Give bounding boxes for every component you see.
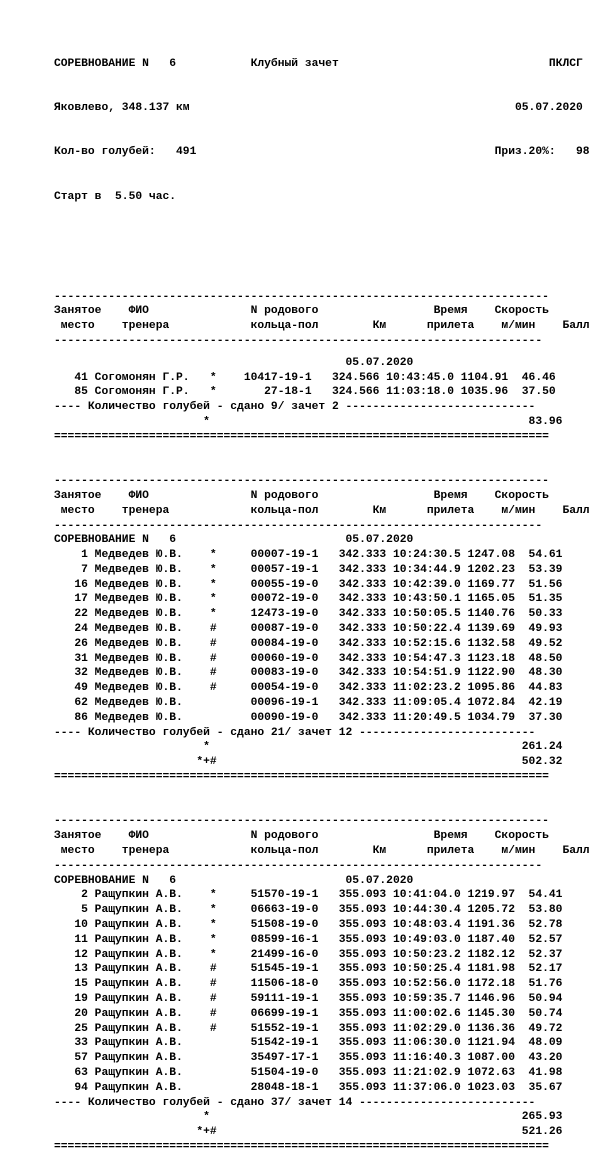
results-report <box>54 27 590 1170</box>
spacer <box>54 349 590 356</box>
rule-double: ========================================================================= <box>54 430 549 443</box>
result-row: 94 Ращупкин А.В. 28048-18-1 355.093 11:37:06.0 1023.03 35.67 <box>54 1081 563 1094</box>
rule-double: ========================================================================= <box>54 771 549 784</box>
rule-dashed: ------------------------------------------------------------------------ <box>54 334 543 347</box>
result-row: 24 Медведев Ю.В. # 00087-19-0 342.333 10:50:22.4 1139.69 49.93 <box>54 623 563 636</box>
rule-dashed: ------------------------------------------------------------------------ <box>54 519 543 532</box>
column-header-row-2: место тренера кольца-пол Км прилета м/мин Балл <box>54 504 590 517</box>
rule-dashed: ------------------------------------------------------------------------- <box>54 475 549 488</box>
header-line-competition: СОРЕВНОВАНИЕ N 6 Клубный зачет ПКЛСГ <box>54 57 583 70</box>
result-row: 33 Ращупкин А.В. 51542-19-1 355.093 11:06:30.0 1121.94 48.09 <box>54 1037 563 1050</box>
result-row: 26 Медведев Ю.В. # 00084-19-0 342.333 10:52:15.6 1132.58 49.52 <box>54 637 563 650</box>
section-title: СОРЕВНОВАНИЕ N 6 05.07.2020 <box>54 534 414 547</box>
result-row: 19 Ращупкин А.В. # 59111-19-1 355.093 10:59:35.7 1146.96 50.94 <box>54 993 563 1005</box>
result-row: 62 Медведев Ю.В. 00096-19-1 342.333 11:09:05.4 1072.84 42.19 <box>54 697 563 710</box>
result-row: 17 Медведев Ю.В. * 00072-19-0 342.333 10:43:50.1 1165.05 51.35 <box>54 593 563 606</box>
rule-dashed: ------------------------------------------------------------------------ <box>54 859 543 872</box>
spacer <box>54 234 590 245</box>
column-header-row-1: Занятое ФИО N родового Время Скорость <box>54 305 549 318</box>
section-total: * 265.93 <box>54 1111 563 1124</box>
result-row: 2 Ращупкин А.В. * 51570-19-1 355.093 10:41:04.0 1219.97 54.41 <box>54 889 563 902</box>
header-line-start-time: Старт в 5.50 час. <box>54 190 177 203</box>
result-row: 5 Ращупкин А.В. * 06663-19-0 355.093 10:44:30.4 1205.72 53.80 <box>54 904 563 917</box>
result-row: 85 Согомонян Г.Р. * 27-18-1 324.566 11:03:18.0 1035.96 37.50 <box>54 386 556 399</box>
result-row: 11 Ращупкин А.В. * 08599-16-1 355.093 10:49:03.0 1187.40 52.57 <box>54 933 563 946</box>
rule-double: ========================================================================= <box>54 1140 549 1153</box>
section-total: *+# 502.32 <box>54 756 563 769</box>
column-header-row-1: Занятое ФИО N родового Время Скорость <box>54 489 549 502</box>
result-row: 10 Ращупкин А.В. * 51508-19-0 355.093 10:48:03.4 1191.36 52.78 <box>54 919 563 932</box>
result-row: 16 Медведев Ю.В. * 00055-19-0 342.333 10:42:39.0 1169.77 51.56 <box>54 578 563 591</box>
result-row: 32 Медведев Ю.В. # 00083-19-0 342.333 10:54:51.9 1122.90 48.30 <box>54 667 563 680</box>
result-row: 22 Медведев Ю.В. * 12473-19-0 342.333 10:50:05.5 1140.76 50.33 <box>54 608 563 621</box>
section-title: СОРЕВНОВАНИЕ N 6 05.07.2020 <box>54 874 414 887</box>
column-header-row-2: место тренера кольца-пол Км прилета м/мин Балл <box>54 845 590 858</box>
result-row: 63 Ращупкин А.В. 51504-19-0 355.093 11:21:02.9 1072.63 41.98 <box>54 1066 563 1079</box>
section-summary: ---- Количество голубей - сдано 37/ зачет 14 -------------------------- <box>54 1096 536 1109</box>
result-row: 7 Медведев Ю.В. * 00057-19-1 342.333 10:34:44.9 1202.23 53.39 <box>54 563 563 576</box>
column-header-row-1: Занятое ФИО N родового Время Скорость <box>54 830 549 843</box>
result-row: 1 Медведев Ю.В. * 00007-19-1 342.333 10:24:30.5 1247.08 54.61 <box>54 549 563 562</box>
section-total: * 261.24 <box>54 741 563 754</box>
section <box>54 290 590 445</box>
result-row: 57 Ращупкин А.В. 35497-17-1 355.093 11:16:40.3 1087.00 43.20 <box>54 1052 563 1065</box>
section-summary: ---- Количество голубей - сдано 9/ зачет 2 ---------------------------- <box>54 401 536 414</box>
result-row: 20 Ращупкин А.В. # 06699-19-1 355.093 11:00:02.6 1145.30 50.74 <box>54 1007 563 1020</box>
result-row: 25 Ращупкин А.В. # 51552-19-1 355.093 11:02:29.0 1136.36 49.72 <box>54 1022 563 1035</box>
header-line-location: Яковлево, 348.137 км 05.07.2020 <box>54 101 583 114</box>
section-title: 05.07.2020 <box>54 356 414 369</box>
result-row: 31 Медведев Ю.В. # 00060-19-0 342.333 10:54:47.3 1123.18 48.50 <box>54 652 563 665</box>
result-row: 86 Медведев Ю.В. 00090-19-0 342.333 11:20:49.5 1034.79 37.30 <box>54 711 563 724</box>
section-total: * 83.96 <box>54 415 563 428</box>
section <box>54 814 590 1154</box>
result-row: 12 Ращупкин А.В. * 21499-16-0 355.093 10:50:23.2 1182.12 52.37 <box>54 948 563 961</box>
section <box>54 474 590 785</box>
section-summary: ---- Количество голубей - сдано 21/ зачет 12 -------------------------- <box>54 726 536 739</box>
rule-dashed: ------------------------------------------------------------------------- <box>54 290 549 303</box>
header-line-pigeon-count: Кол-во голубей: 491 Приз.20%: 98 <box>54 146 590 159</box>
section-total: *+# 521.26 <box>54 1126 563 1139</box>
result-row: 41 Согомонян Г.Р. * 10417-19-1 324.566 10:43:45.0 1104.91 46.46 <box>54 371 556 384</box>
result-row: 49 Медведев Ю.В. # 00054-19-0 342.333 11:02:23.2 1095.86 44.83 <box>54 682 563 695</box>
column-header-row-2: место тренера кольца-пол Км прилета м/мин Балл <box>54 320 590 333</box>
result-row: 13 Ращупкин А.В. # 51545-19-1 355.093 10:50:25.4 1181.98 52.17 <box>54 963 563 976</box>
rule-dashed: ------------------------------------------------------------------------- <box>54 815 549 828</box>
result-row: 15 Ращупкин А.В. # 11506-18-0 355.093 10:52:56.0 1172.18 51.76 <box>54 978 563 991</box>
